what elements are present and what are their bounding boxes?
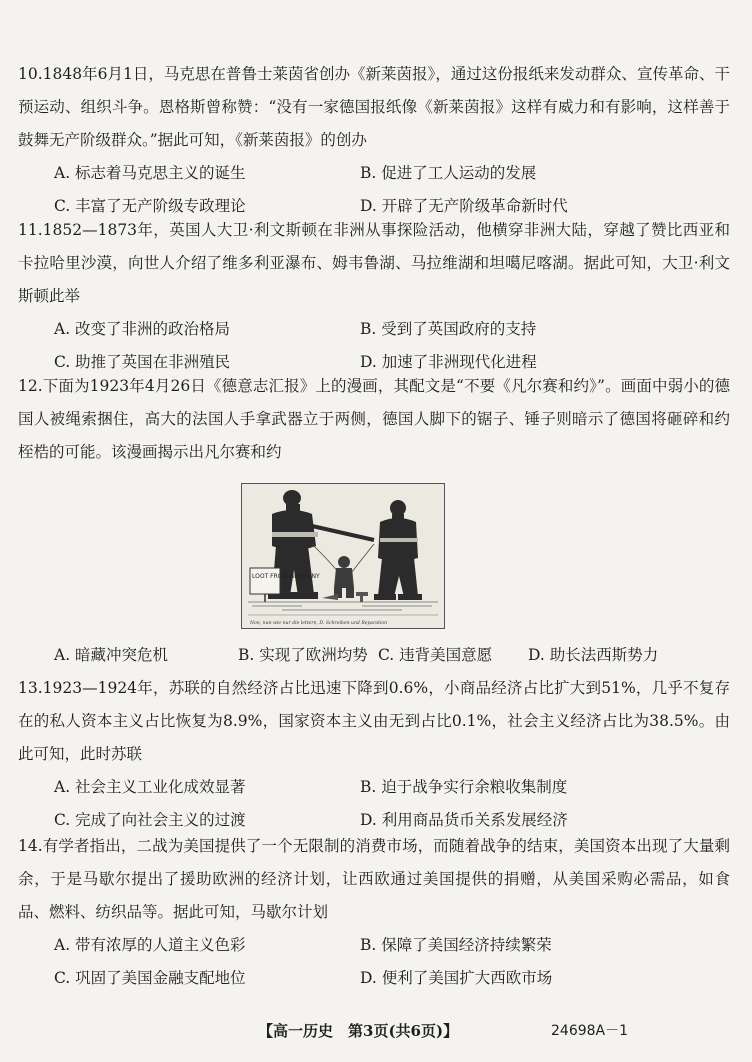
sign-text: LOOT FROM GERMANY <box>252 573 320 580</box>
option-b: B. 迫于战争实行余粮收集制度 <box>360 778 568 796</box>
options-row <box>18 929 730 962</box>
question-stem: 10.1848年6月1日，马克思在普鲁士莱茵省创办《新莱茵报》，通过这份报纸来发动群众、宣传革命、干预运动、组织斗争。恩格斯曾称赞：“没有一家德国报纸像《新莱茵报》这样有威力和有影响，这样善于鼓舞无产阶级群众。”据此可知，《新莱茵报》的创办 <box>18 65 730 149</box>
footer-title: 【高一历史 第3页(共6页)】 <box>258 1022 459 1040</box>
option-d: D. 加速了非洲现代化进程 <box>360 353 537 371</box>
options-row <box>18 313 730 346</box>
option-a: A. 改变了非洲的政治格局 <box>54 320 231 338</box>
option-d: D. 利用商品货币关系发展经济 <box>360 811 568 829</box>
question-stem: 12.下面为1923年4月26日《德意志汇报》上的漫画，其配文是“不要《凡尔赛和约》”。画面中弱小的德国人被绳索捆住，高大的法国人手拿武器立于两侧，德国人脚下的锯子、锤子则暗示了德国将砸碎和约桎梏的可能。该漫画揭示出凡尔赛和约 <box>18 377 730 461</box>
question-stem: 11.1852—1873年，英国人大卫·利文斯顿在非洲从事探险活动，他横穿非洲大陆，穿越了赞比西亚和卡拉哈里沙漠，向世人介绍了维多利亚瀑布、姆韦鲁湖、马拉维湖和坦噶尼喀湖。据此可知，大卫·利文斯顿此举 <box>18 221 730 305</box>
question-stem: 13.1923—1924年，苏联的自然经济占比迅速下降到0.6%，小商品经济占比扩大到51%，几乎不复存在的私人资本主义占比恢复为8.9%，国家资本主义由无到占比0.1%，社会主义经济占比为38.5%。由此可知，此时苏联 <box>18 679 730 763</box>
question-10 <box>18 58 730 223</box>
paper-code: 24698A－1 <box>551 1023 629 1039</box>
option-a: A. 标志着马克思主义的诞生 <box>54 164 246 182</box>
options-row <box>18 639 730 672</box>
option-d: D. 开辟了无产阶级革命新时代 <box>360 197 568 215</box>
options-row <box>18 771 730 804</box>
question-12-options <box>18 639 730 672</box>
option-a: A. 暗藏冲突危机 <box>54 646 169 664</box>
cartoon-image <box>241 483 445 629</box>
question-13 <box>18 672 730 837</box>
option-c: C. 完成了向社会主义的过渡 <box>54 811 246 829</box>
option-c: C. 丰富了无产阶级专政理论 <box>54 197 246 215</box>
option-b: B. 促进了工人运动的发展 <box>360 164 537 182</box>
cartoon-illustration <box>242 484 444 628</box>
option-a: A. 社会主义工业化成效显著 <box>54 778 246 796</box>
question-11 <box>18 214 730 379</box>
option-b: B. 保障了美国经济持续繁荣 <box>360 936 552 954</box>
option-d: D. 助长法西斯势力 <box>528 646 659 664</box>
option-d: D. 便利了美国扩大西欧市场 <box>360 969 553 987</box>
page-footer <box>0 1016 752 1046</box>
option-c: C. 巩固了美国金融支配地位 <box>54 969 246 987</box>
question-stem: 14.有学者指出，二战为美国提供了一个无限制的消费市场，而随着战争的结束，美国资本出现了大量剩余，于是马歇尔提出了援助欧洲的经济计划，让西欧通过美国提供的捐赠，从美国采购必需品，如食品、燃料、纺织品等。据此可知，马歇尔计划 <box>18 837 730 921</box>
option-b: B. 受到了英国政府的支持 <box>360 320 537 338</box>
question-12 <box>18 370 730 469</box>
option-b: B. 实现了欧洲均势 <box>238 646 368 664</box>
cartoon-caption: Non, nun wie nur die lettern, D. Schreiben und Reparation <box>250 621 388 626</box>
question-14 <box>18 830 730 995</box>
options-row <box>18 157 730 190</box>
option-c: C. 助推了英国在非洲殖民 <box>54 353 231 371</box>
option-c: C. 违背美国意愿 <box>378 646 493 664</box>
option-a: A. 带有浓厚的人道主义色彩 <box>54 936 246 954</box>
options-row <box>18 962 730 995</box>
